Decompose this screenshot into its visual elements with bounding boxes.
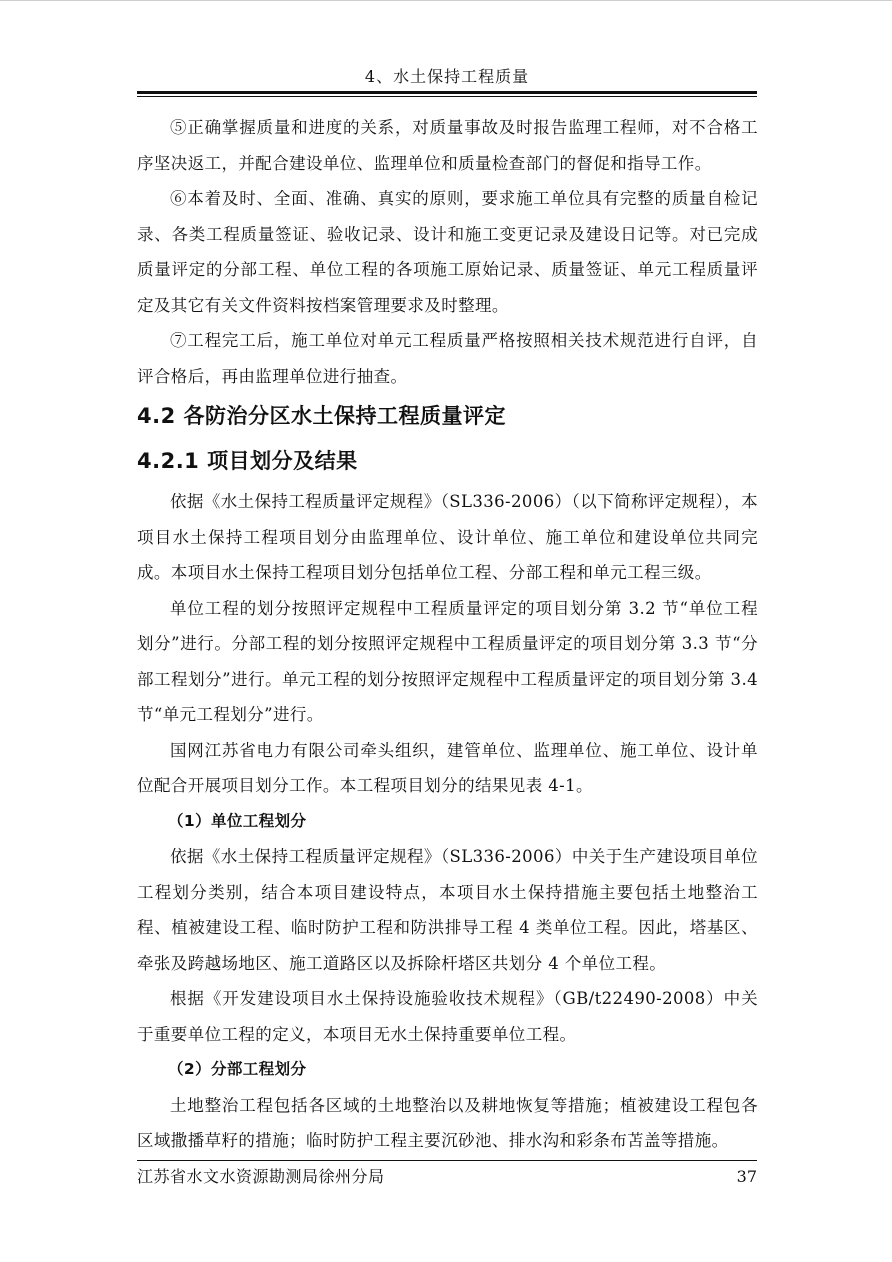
footer-organization: 江苏省水文水资源勘测局徐州分局 — [137, 1167, 385, 1186]
document-body — [137, 110, 758, 1159]
section-heading-4-2-1: 4.2.1 项目划分及结果 — [137, 449, 358, 473]
paragraph-division-basis: 依据《水土保持工程质量评定规程》（SL336-2006）（以下简称评定规程），本项目水土保持工程项目划分由监理单位、设计单位、施工单位和建设单位共同完成。本项目水土保持工程项目划分包括单位工程、分部工程和单元工程三级。 — [137, 492, 758, 582]
paragraph-division-organizer: 国网江苏省电力有限公司牵头组织，建管单位、监理单位、施工单位、设计单位配合开展项目划分工作。本工程项目划分的结果见表 4-1。 — [137, 740, 758, 795]
section-heading-4-2: 4.2 各防治分区水土保持工程质量评定 — [137, 404, 507, 428]
footer-rule — [137, 1160, 757, 1161]
paragraph-sub-works: 土地整治工程包括各区域的土地整治以及耕地恢复等措施；植被建设工程包各区域撒播草籽的措施；临时防护工程主要沉砂池、排水沟和彩条布苫盖等措施。 — [137, 1095, 758, 1150]
paragraph-important-units: 根据《开发建设项目水土保持设施验收技术规程》（GB/t22490-2008）中关于重要单位工程的定义，本项目无水土保持重要单位工程。 — [137, 989, 758, 1044]
paragraph-item-7: ⑦工程完工后，施工单位对单元工程质量严格按照相关技术规范进行自评，自评合格后，再由监理单位进行抽查。 — [137, 331, 758, 386]
paragraph-unit-works: 依据《水土保持工程质量评定规程》（SL336-2006）中关于生产建设项目单位工程划分类别，结合本项目建设特点，本项目水土保持措施主要包括土地整治工程、植被建设工程、临时防护工程和防洪排导工程 4 类单位工程。因此，塔基区、牵张及跨越场地区、施工道路区以及拆除杆塔区共划分 4 个单位工程。 — [137, 847, 758, 973]
page-top-border — [0, 0, 892, 1]
page-number: 37 — [736, 1167, 757, 1186]
paragraph-division-rules: 单位工程的划分按照评定规程中工程质量评定的项目划分第 3.2 节“单位工程划分”进行。分部工程的划分按照评定规程中工程质量评定的项目划分第 3.3 节“分部工程划分”进行。单元工程的划分按照评定规程中工程质量评定的项目划分第 3.4 节“单元工程划分”进行。 — [137, 598, 758, 724]
header-rule-thick — [137, 91, 757, 94]
paragraph-item-5: ⑤正确掌握质量和进度的关系，对质量事故及时报告监理工程师，对不合格工序坚决返工，并配合建设单位、监理单位和质量检查部门的督促和指导工作。 — [137, 118, 758, 173]
paragraph-item-6: ⑥本着及时、全面、准确、真实的原则，要求施工单位具有完整的质量自检记录、各类工程质量签证、验收记录、设计和施工变更记录及建设日记等。对已完成质量评定的分部工程、单位工程的各项施工原始记录、质量签证、单元工程质量评定及其它有关文件资料按档案管理要求及时整理。 — [137, 189, 758, 315]
header-rule-thin — [137, 96, 757, 97]
subheading-unit-works: （1）单位工程划分 — [168, 811, 307, 830]
running-header: 4、水土保持工程质量 — [364, 67, 530, 86]
subheading-sub-works: （2）分部工程划分 — [168, 1060, 307, 1078]
